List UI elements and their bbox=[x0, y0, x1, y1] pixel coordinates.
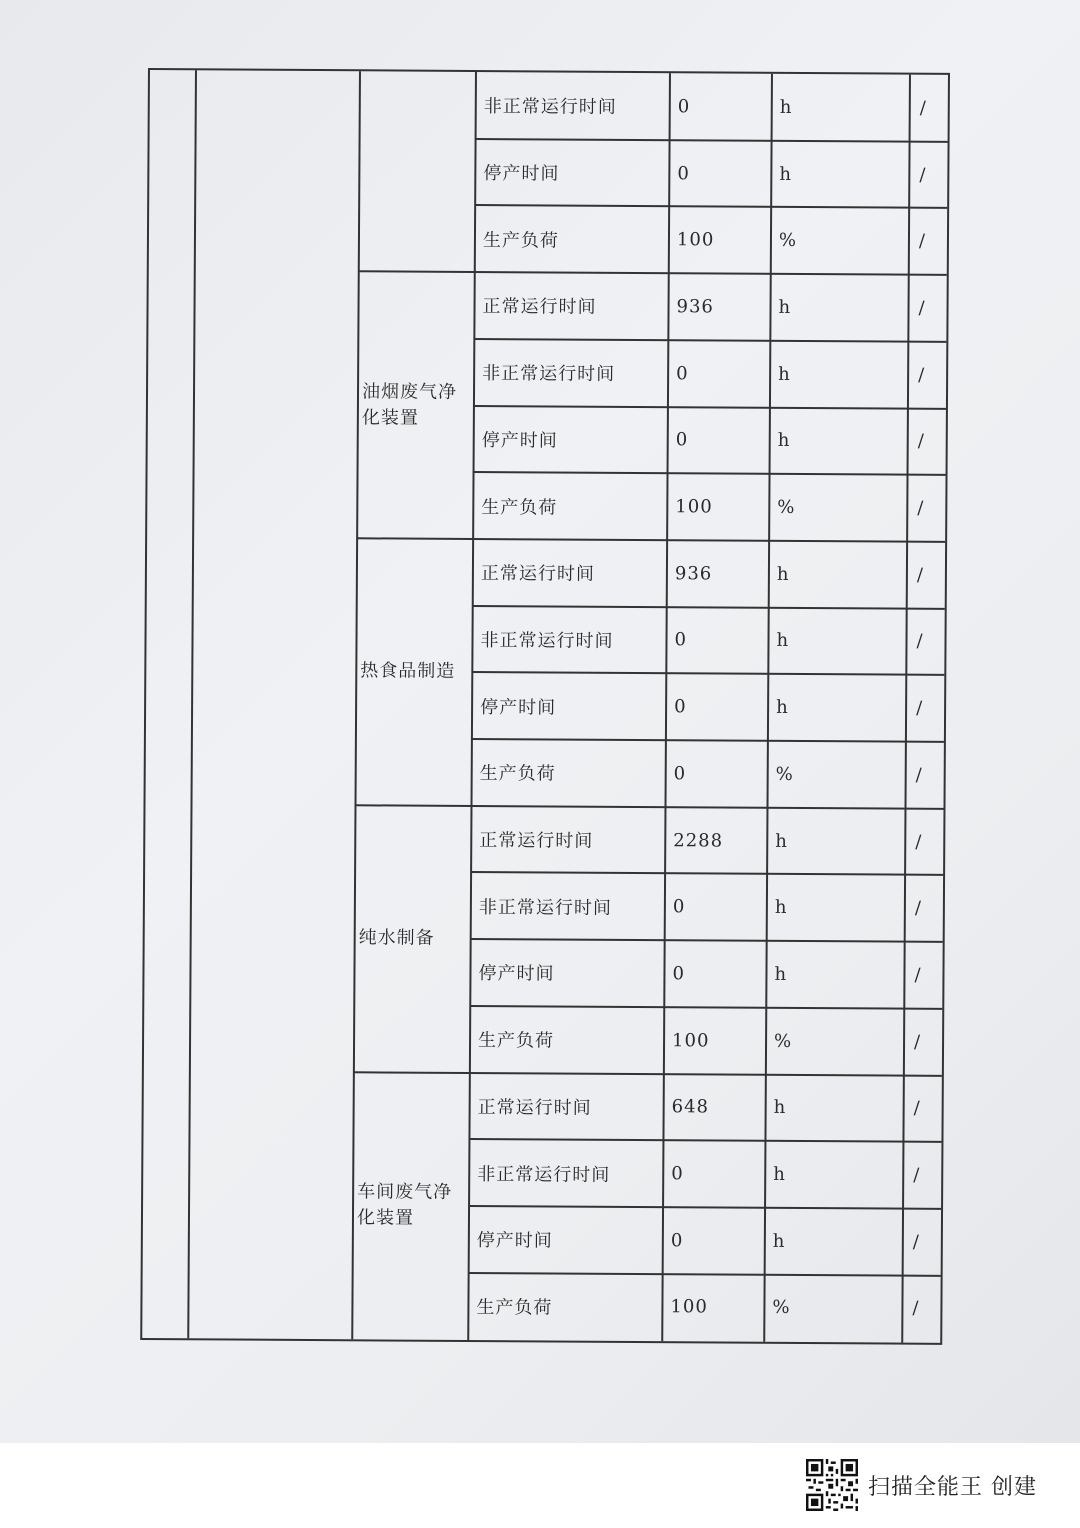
note-cell: / bbox=[912, 1298, 920, 1320]
group-label: 纯水制备 bbox=[358, 927, 435, 949]
unit-cell: h bbox=[776, 696, 789, 719]
item-cell: 非正常运行时间 bbox=[480, 629, 614, 652]
note-cell: / bbox=[919, 97, 927, 119]
value-cell: 0 bbox=[673, 763, 687, 785]
unit-cell: % bbox=[772, 1297, 791, 1319]
note-cell: / bbox=[913, 1164, 921, 1186]
item-cell: 正常运行时间 bbox=[479, 830, 594, 852]
item-cell: 非正常运行时间 bbox=[477, 1163, 611, 1186]
value-cell: 100 bbox=[672, 1029, 710, 1052]
item-cell: 非正常运行时间 bbox=[482, 363, 616, 385]
unit-cell: h bbox=[774, 963, 788, 985]
item-cell: 正常运行时间 bbox=[477, 1096, 592, 1119]
note-cell: / bbox=[912, 1231, 920, 1253]
item-cell: 停产时间 bbox=[481, 429, 558, 452]
unit-cell: % bbox=[775, 763, 794, 785]
item-cell: 正常运行时间 bbox=[480, 563, 595, 585]
unit-cell: h bbox=[773, 1163, 786, 1185]
item-cell: 非正常运行时间 bbox=[483, 96, 617, 119]
item-cell: 生产负荷 bbox=[481, 496, 558, 519]
note-cell: / bbox=[913, 1098, 921, 1120]
note-cell: / bbox=[916, 631, 924, 653]
unit-cell: h bbox=[776, 563, 790, 585]
unit-cell: h bbox=[779, 96, 793, 118]
value-cell: 0 bbox=[674, 629, 688, 651]
column-divider bbox=[351, 71, 361, 1339]
value-cell: 100 bbox=[675, 496, 713, 518]
note-cell: / bbox=[918, 230, 927, 252]
unit-cell: % bbox=[777, 496, 796, 518]
note-cell: / bbox=[914, 1031, 922, 1053]
unit-cell: h bbox=[778, 363, 791, 385]
unit-cell: h bbox=[773, 1097, 787, 1119]
group-label: 油烟废气净化装置 bbox=[361, 380, 458, 429]
value-cell: 100 bbox=[670, 1296, 708, 1318]
value-cell: 2288 bbox=[673, 829, 724, 852]
note-cell: / bbox=[918, 364, 926, 386]
item-cell: 非正常运行时间 bbox=[478, 896, 612, 919]
column-divider bbox=[187, 70, 197, 1338]
item-cell: 生产负荷 bbox=[476, 1296, 553, 1319]
unit-cell: h bbox=[777, 430, 791, 452]
note-cell: / bbox=[915, 764, 923, 786]
unit-cell: h bbox=[775, 830, 788, 852]
group-label: 车间废气净化装置 bbox=[356, 1181, 453, 1229]
item-cell: 正常运行时间 bbox=[482, 296, 597, 319]
note-cell: / bbox=[914, 964, 922, 986]
item-cell: 停产时间 bbox=[483, 163, 560, 185]
unit-cell: h bbox=[778, 296, 792, 318]
data-table bbox=[140, 68, 950, 1345]
value-cell: 0 bbox=[677, 96, 691, 118]
note-cell: / bbox=[915, 831, 923, 853]
value-cell: 0 bbox=[672, 896, 686, 918]
note-cell: / bbox=[917, 431, 925, 453]
value-cell: 0 bbox=[670, 1229, 684, 1252]
value-cell: 100 bbox=[676, 229, 715, 251]
watermark-text: 扫描全能王 创建 bbox=[868, 1474, 1037, 1500]
note-cell: / bbox=[919, 164, 927, 186]
item-cell: 停产时间 bbox=[478, 963, 555, 985]
item-cell: 生产负荷 bbox=[482, 229, 560, 252]
value-cell: 936 bbox=[676, 296, 714, 318]
unit-cell: % bbox=[778, 230, 798, 252]
item-cell: 生产负荷 bbox=[478, 1030, 555, 1052]
note-cell: / bbox=[917, 497, 925, 519]
value-cell: 0 bbox=[671, 1163, 684, 1185]
value-cell: 648 bbox=[671, 1096, 710, 1118]
note-cell: / bbox=[916, 564, 925, 586]
note-cell: / bbox=[914, 897, 923, 919]
value-cell: 0 bbox=[674, 696, 687, 718]
item-cell: 生产负荷 bbox=[479, 763, 556, 785]
value-cell: 0 bbox=[675, 429, 689, 451]
item-cell: 停产时间 bbox=[476, 1230, 553, 1252]
value-cell: 0 bbox=[676, 362, 689, 384]
unit-cell: h bbox=[779, 163, 793, 185]
unit-cell: h bbox=[774, 897, 788, 919]
qr-code-icon bbox=[806, 1459, 858, 1511]
value-cell: 0 bbox=[677, 162, 690, 184]
scanner-watermark bbox=[806, 1458, 1037, 1512]
item-cell: 停产时间 bbox=[480, 696, 557, 719]
note-cell: / bbox=[918, 297, 926, 319]
unit-cell: h bbox=[776, 630, 790, 652]
unit-cell: h bbox=[772, 1230, 786, 1252]
group-label: 热食品制造 bbox=[360, 660, 456, 683]
value-cell: 936 bbox=[674, 562, 713, 585]
unit-cell: % bbox=[774, 1030, 793, 1052]
note-cell: / bbox=[916, 697, 924, 719]
value-cell: 0 bbox=[672, 963, 685, 985]
